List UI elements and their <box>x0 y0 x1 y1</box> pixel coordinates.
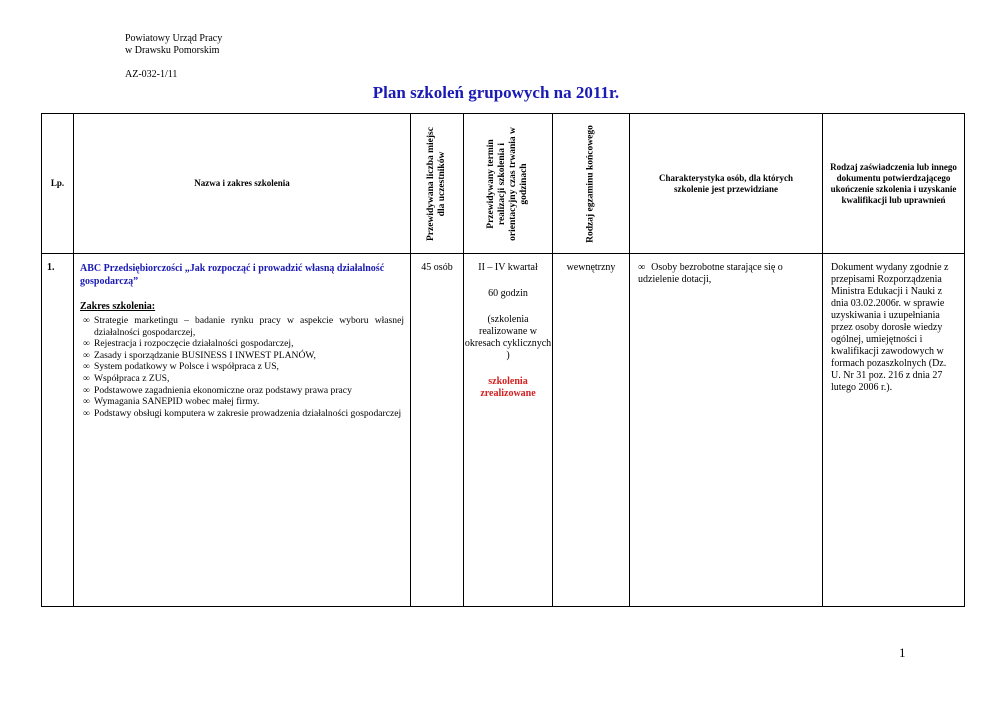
row-course <box>74 254 411 607</box>
office-name <box>125 33 222 57</box>
bullet-icon: ∞ <box>83 349 90 361</box>
page-title: Plan szkoleń grupowych na 2011r. <box>372 83 620 102</box>
bullet-icon: ∞ <box>638 262 646 273</box>
scope-item-text: Podstawy obsługi komputera w zakresie prowadzenia działalności gospodarczej <box>94 407 402 419</box>
header-exam-text: Rodzaj egzaminu końcowego <box>585 124 596 243</box>
row-term <box>464 254 553 607</box>
header-exam <box>553 114 630 254</box>
scope-item-text: Podstawowe zagadnienia ekonomiczne oraz podstawy prawa pracy <box>94 384 352 396</box>
header-term-text: Przewidywany termin realizacji szkolenia i orientacyjny czas trwania w godzinach <box>486 126 529 241</box>
header-seats <box>411 114 464 254</box>
list-item <box>80 350 404 362</box>
scope-item-text: System podatkowy w Polsce i współpraca z US, <box>94 361 279 373</box>
bullet-icon: ∞ <box>83 407 90 419</box>
list-item <box>80 385 404 397</box>
scope-label: Zakres szkolenia: <box>80 301 156 312</box>
bullet-icon: ∞ <box>83 361 90 373</box>
scope-item-text: Rejestracja i rozpoczęcie działalności gospodarczej, <box>94 338 294 350</box>
table-row <box>42 254 965 607</box>
scope-item-text: Zasady i sporządzanie BUSINESS I INWEST PLANÓW, <box>94 349 316 361</box>
term-quarter: II – IV kwartał <box>478 262 538 273</box>
header-certificate: Rodzaj zaświadczenia lub innego dokumentu potwierdzającego ukończenie szkolenia i uzyskanie kwalifikacji lub uprawnień <box>823 114 965 254</box>
bullet-icon: ∞ <box>83 315 90 326</box>
scope-item-text: Współpraca z ZUS, <box>94 372 170 384</box>
header-participants: Charakterystyka osób, dla których szkolenie jest przewidziane <box>630 114 823 254</box>
list-item <box>80 338 404 350</box>
term-status: szkolenia zrealizowane <box>480 376 536 399</box>
row-participants <box>630 254 823 607</box>
header-lp: Lp. <box>42 114 74 254</box>
bullet-icon: ∞ <box>83 396 90 408</box>
list-item <box>80 396 404 408</box>
office-line-1: Powiatowy Urząd Pracy <box>125 33 223 44</box>
row-seats: 45 osób <box>411 254 464 607</box>
bullet-icon: ∞ <box>83 338 90 350</box>
row-exam: wewnętrzny <box>553 254 630 607</box>
list-item <box>80 315 404 338</box>
row-certificate: Dokument wydany zgodnie z przepisami Rozporządzenia Ministra Edukacji i Nauki z dnia 03.02.2006r. w sprawie uzyskiwania i uzupełniania przez osoby dorosłe wiedzy ogólnej, umiejętności i kwalifikacji zawodowych w formach pozaszkolnych (Dz. U. Nr 31 poz. 216 z dnia 27 lutego 2006 r.). <box>823 254 965 607</box>
term-note: (szkolenia realizowane w okresach cyklicznych ) <box>464 314 552 361</box>
scope-item-text: Wymagania SANEPID wobec małej firmy. <box>94 396 260 408</box>
page-number: 1 <box>899 645 906 660</box>
course-title: ABC Przedsiębiorczości „Jak rozpocząć i prowadzić własną działalność gospodarczą” <box>80 263 385 287</box>
header-seats-text: Przewidywana liczba miejsc dla uczestników <box>426 126 447 241</box>
office-line-2: w Drawsku Pomorskim <box>125 45 220 56</box>
bullet-icon: ∞ <box>83 372 90 384</box>
row-lp: 1. <box>42 254 74 607</box>
term-hours: 60 godzin <box>488 288 528 299</box>
document-number: AZ-032-1/11 <box>125 69 178 80</box>
table-header-row <box>42 114 965 254</box>
scope-list <box>80 315 404 419</box>
header-term <box>464 114 553 254</box>
header-name: Nazwa i zakres szkolenia <box>74 114 411 254</box>
participants-text: Osoby bezrobotne starające się o udzielenie dotacji, <box>638 262 783 285</box>
list-item <box>80 361 404 373</box>
list-item <box>80 373 404 385</box>
training-plan-table <box>41 113 965 607</box>
scope-item-text: Strategie marketingu – badanie rynku pracy w aspekcie wyboru własnej działalności gospodarczej, <box>94 315 404 338</box>
list-item <box>80 408 404 420</box>
bullet-icon: ∞ <box>83 384 90 396</box>
